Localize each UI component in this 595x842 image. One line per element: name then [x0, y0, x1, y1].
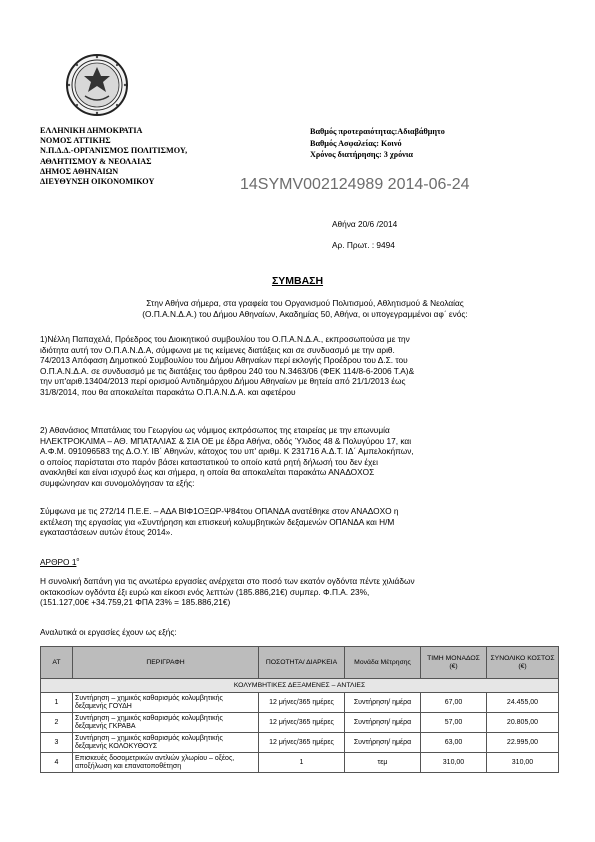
intro-line: Στην Αθήνα σήμερα, στα γραφεία του Οργανισμού Πολιτισμού, Αθλητισμού & Νεολαίας	[146, 298, 464, 308]
header-unit: Μονάδα Μέτρησης	[345, 647, 421, 679]
cell-at: 2	[41, 713, 73, 733]
cell-unit-price: 310,00	[421, 753, 487, 773]
header-at: ΑΤ	[41, 647, 73, 679]
cell-total: 24.455,00	[487, 693, 559, 713]
cell-unit: Συντήρηση/ ημέρα	[345, 713, 421, 733]
first-party-line: την υπ'αριθ.13404/2013 περί ορισμού Αντιδημάρχου Δήμου Αθηναίων με θητεία από 21/1/2013 έως	[40, 376, 406, 387]
document-title	[0, 271, 595, 289]
first-party-line: 1)Νέλλη Παπαχελά, Πρόεδρος του Διοικητικού συμβουλίου του Ο.Π.Α.Ν.Δ.Α., εκπροσωπούσα με την	[40, 334, 410, 344]
cell-description: Συντήρηση – χημικός καθαρισμός κολυμβητικής δεξαμενής ΓΟΥΔΗ	[73, 693, 259, 713]
cell-unit: τεμ	[345, 753, 421, 773]
first-party-line: 74/2013 Απόφαση Δημοτικού Συμβουλίου του Δήμου Αθηναίων περί εκλογής Προέδρου του Δ.Σ. του	[40, 355, 408, 366]
second-party-line: ΗΛΕΚΤΡΟΚΛΙΜΑ – ΑΘ. ΜΠΑΤΑΛΙΑΣ & ΣΙΑ ΟΕ με έδρα Αθήνα, οδός Ύλιδος 48 & Πολυγύρου 17, και	[40, 435, 412, 446]
issuer-header	[40, 126, 260, 187]
works-table	[40, 646, 559, 773]
cell-unit-price: 57,00	[421, 713, 487, 733]
assignment-line: εκτέλεση της εργασίας για «Συντήρηση και επισκευή κολυμβητικών δεξαμενών ΟΠΑΝΔΑ και Η/Μ	[40, 516, 395, 527]
document-date: Αθήνα 20/6 /2014	[332, 219, 398, 229]
cell-at: 3	[41, 733, 73, 753]
second-party-line: 2) Αθανάσιος Μπατάλιας του Γεωργίου ως νόμιμος εκπρόσωπος της εταιρείας με την επωνυμία	[40, 425, 390, 435]
works-intro-line: Αναλυτικά οι εργασίες έχουν ως εξής:	[40, 627, 177, 637]
issuer-line: Ν.Π.Δ.Δ.-ΟΡΓΑΝΙΣΜΟΣ ΠΟΛΙΤΙΣΜΟΥ,	[40, 146, 188, 156]
second-party-line: ο οποίος παρίσταται στο παρόν βάσει καταστατικού το οποίο κατά ρητή δήλωσή του δεν έχει	[40, 456, 378, 467]
cell-description: Συντήρηση – χημικός καθαρισμός κολυμβητικής δεξαμενής ΓΚΡΑΒΑ	[73, 713, 259, 733]
issuer-line: ΔΙΕΥΘΥΝΣΗ ΟΙΚΟΝΟΜΙΚΟΥ	[40, 177, 155, 187]
table-row	[41, 753, 559, 773]
intro-line: (Ο.Π.Α.Ν.Δ.Α.) του Δήμου Αθηναίων, Ακαδημίας 50, Αθήνα, οι υπογεγραμμένοι αφ΄ ενός:	[142, 308, 468, 319]
classification-line: Βαθμός προτεραιότητας:Αδιαβάθμητο	[310, 127, 445, 136]
second-party-line: Α.Φ.Μ. 091096583 της Δ.Ο.Υ. ΙΒ΄ Αθηνών, κάτοχος του υπ' αριθμ. Κ 231716 Α.Δ.Τ. ΙΔ΄ Αμπελοκήπων,	[40, 446, 414, 457]
table-section-row	[41, 679, 559, 693]
cell-unit-price: 67,00	[421, 693, 487, 713]
cell-total: 22.995,00	[487, 733, 559, 753]
ada-code: 14SYMV002124989 2014-06-24	[240, 176, 470, 193]
header-total-cost: ΣΥΝΟΛΙΚΟ ΚΟΣΤΟΣ (€)	[487, 647, 559, 679]
first-party-paragraph	[40, 334, 414, 398]
cell-unit: Συντήρηση/ ημέρα	[345, 693, 421, 713]
assignment-line: εγκαταστάσεων αυτών έτους 2014».	[40, 527, 173, 538]
protocol-number: Αρ. Πρωτ. : 9494	[332, 240, 395, 250]
cell-quantity: 12 μήνες/365 ημέρες	[259, 713, 345, 733]
article-heading	[40, 557, 79, 567]
cost-line: (151.127,00€ +34.759,21 ΦΠΑ 23% = 185.886,21€)	[40, 597, 231, 608]
table-header-row	[41, 647, 559, 679]
section-title: ΚΟΛΥΜΒΗΤΙΚΕΣ ΔΕΞΑΜΕΝΕΣ – ΑΝΤΛΙΕΣ	[41, 679, 559, 693]
cell-quantity: 1	[259, 753, 345, 773]
seal-emblem-icon	[65, 52, 129, 118]
first-party-line: 31/8/2014, που θα αποκαλείται παρακάτω Ο.Π.Α.Ν.Δ.Α. και αφετέρου	[40, 386, 296, 397]
cell-quantity: 12 μήνες/365 ημέρες	[259, 733, 345, 753]
table-row	[41, 733, 559, 753]
table-row	[41, 693, 559, 713]
cell-total: 310,00	[487, 753, 559, 773]
assignment-line: Σύμφωνα με τις 272/14 Π.Ε.Ε. – ΑΔΑ ΒΙΦ1ΟΞΩΡ-Ψ84του ΟΠΑΝΔΑ ανατέθηκε στον ΑΝΑΔΟΧΟ η	[40, 506, 399, 516]
issuer-line: ΑΘΛΗΤΙΣΜΟΥ & ΝΕΟΛΑΙΑΣ	[40, 156, 152, 166]
header-quantity: ΠΟΣΟΤΗΤΑ/ ΔΙΑΡΚΕΙΑ	[259, 647, 345, 679]
cell-quantity: 12 μήνες/365 ημέρες	[259, 693, 345, 713]
article-label: ΑΡΘΡΟ 1	[40, 557, 77, 567]
classification-line: Χρόνος διατήρησης: 3 χρόνια	[310, 150, 413, 159]
cost-paragraph	[40, 576, 415, 608]
intro-paragraph	[40, 298, 570, 319]
cell-description: Επισκευές δοσομετρικών αντλιών χλωρίου – οξέος, αποξήλωση και επανατοποθέτηση	[73, 753, 259, 773]
second-party-line: ανακληθεί και είναι ισχυρό έως και σήμερα, η οποία θα αποκαλείται παρακάτω ΑΝΑΔΟΧΟΣ	[40, 467, 375, 478]
cell-at: 1	[41, 693, 73, 713]
cost-line: Η συνολική δαπάνη για τις ανωτέρω εργασίες ανέρχεται στο ποσό των εκατόν ογδόντα πέντε χιλιάδων	[40, 576, 415, 586]
assignment-paragraph	[40, 506, 399, 538]
classification-header	[310, 126, 570, 161]
cell-at: 4	[41, 753, 73, 773]
cell-unit: Συντήρηση/ ημέρα	[345, 733, 421, 753]
classification-line: Βαθμός Ασφαλείας: Κοινό	[310, 138, 402, 148]
first-party-line: Ο.Π.Α.Ν.Δ.Α. σε συνδυασμό με τις διατάξεις του άρθρου 240 του Ν.3463/06 (ΦΕΚ 114/8-6-2006 Τ.Α)&	[40, 365, 415, 376]
issuer-line: ΕΛΛΗΝΙΚΗ ΔΗΜΟΚΡΑΤΙΑ	[40, 126, 143, 135]
cell-unit-price: 63,00	[421, 733, 487, 753]
article-sup: ο	[76, 557, 80, 564]
cost-line: οκτακοσίων ογδόντα έξι ευρώ και είκοσι ενός λεπτών (185.886,21€) συμπερ. Φ.Π.Α. 23%,	[40, 586, 370, 597]
first-party-line: ιδιότητα αυτή τον Ο.Π.Α.Ν.Δ.Α, σύμφωνα με τις κείμενες διατάξεις και σε συνδυασμό με την αριθ.	[40, 344, 395, 355]
second-party-paragraph	[40, 425, 414, 489]
cell-description: Συντήρηση – χημικός καθαρισμός κολυμβητικής δεξαμενής ΚΟΛΟΚΥΘΟΥΣ	[73, 733, 259, 753]
cell-total: 20.805,00	[487, 713, 559, 733]
header-description: ΠΕΡΙΓΡΑΦΗ	[73, 647, 259, 679]
header-unit-price: ΤΙΜΗ ΜΟΝΑΔΟΣ (€)	[421, 647, 487, 679]
works-intro	[40, 627, 177, 638]
table-row	[41, 713, 559, 733]
issuer-line: ΝΟΜΟΣ ΑΤΤΙΚΗΣ	[40, 136, 111, 146]
second-party-line: συμφώνησαν και συνομολόγησαν τα εξής:	[40, 477, 195, 488]
document-title-text: ΣΥΜΒΑΣΗ	[271, 275, 324, 287]
issuer-line: ΔΗΜΟΣ ΑΘΗΝΑΙΩΝ	[40, 166, 119, 176]
